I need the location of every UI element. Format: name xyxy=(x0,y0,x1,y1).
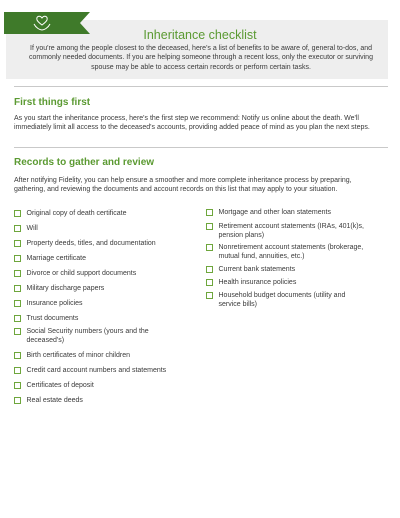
checkbox-empty-icon[interactable] xyxy=(14,397,21,404)
checkbox-empty-icon[interactable] xyxy=(14,315,21,322)
checklist-item[interactable]: Marriage certificate xyxy=(14,254,194,263)
checklist-item[interactable]: Social Security numbers (yours and the deceased's) xyxy=(14,327,164,345)
page-title: Inheritance checklist xyxy=(143,28,257,42)
first-things-heading: First things first xyxy=(14,97,91,108)
checklist-item[interactable]: Birth certificates of minor children xyxy=(14,351,194,360)
checklist-item[interactable]: Credit card account numbers and statements xyxy=(14,366,199,375)
checklist-item[interactable]: Health insurance policies xyxy=(206,278,386,287)
checkbox-empty-icon[interactable] xyxy=(14,328,21,335)
checklist-item[interactable]: Property deeds, titles, and documentation xyxy=(14,239,194,248)
checklist-item[interactable]: Current bank statements xyxy=(206,265,386,274)
checklist-item[interactable]: Original copy of death certificate xyxy=(14,209,194,218)
header-intro: If you're among the people closest to the deceased, here's a list of benefits to be aware of, general to-dos, and commonly needed documents. If you are helping someone through a recent loss, only the executor or surviving spouse may be able to access certain records or perform certain tasks. xyxy=(29,45,373,71)
checkbox-empty-icon[interactable] xyxy=(14,300,21,307)
checklist-item[interactable]: Military discharge papers xyxy=(14,284,194,293)
first-things-body: As you start the inheritance process, here's the first step we recommend: Notify us online about the death. We'll immediately limit all access to the deceased's accounts, providing added peace of mind as you plan the next steps. xyxy=(14,115,370,132)
records-body: After notifying Fidelity, you can help ensure a smoother and more complete inheritance process by preparing, gathering, and reviewing the documents and account records on this list that may apply to your situation. xyxy=(14,177,352,194)
checkbox-empty-icon[interactable] xyxy=(14,382,21,389)
checkbox-empty-icon[interactable] xyxy=(14,367,21,374)
checklist-item[interactable]: Mortgage and other loan statements xyxy=(206,208,386,217)
checkbox-empty-icon[interactable] xyxy=(206,266,213,273)
checkbox-empty-icon[interactable] xyxy=(14,225,21,232)
checklist-item[interactable]: Nonretirement account statements (brokerage, mutual fund, annuities, etc.) xyxy=(206,243,384,261)
checklist-item[interactable]: Trust documents xyxy=(14,314,194,323)
divider xyxy=(14,86,388,87)
checkbox-empty-icon[interactable] xyxy=(206,209,213,216)
checkbox-empty-icon[interactable] xyxy=(14,352,21,359)
checkbox-empty-icon[interactable] xyxy=(14,210,21,217)
checkbox-empty-icon[interactable] xyxy=(206,244,213,251)
checklist-item[interactable]: Divorce or child support documents xyxy=(14,269,194,278)
divider xyxy=(14,147,388,148)
checklist-item[interactable]: Retirement account statements (IRAs, 401(k)s, pension plans) xyxy=(206,222,378,240)
checkbox-empty-icon[interactable] xyxy=(206,223,213,230)
checkbox-empty-icon[interactable] xyxy=(14,285,21,292)
checkbox-empty-icon[interactable] xyxy=(206,279,213,286)
checklist-item[interactable]: Household budget documents (utility and service bills) xyxy=(206,291,366,309)
checklist-item[interactable]: Certificates of deposit xyxy=(14,381,194,390)
checkbox-empty-icon[interactable] xyxy=(14,270,21,277)
checklist-item[interactable]: Will xyxy=(14,224,194,233)
checklist-item[interactable]: Insurance policies xyxy=(14,299,194,308)
checkbox-empty-icon[interactable] xyxy=(14,240,21,247)
checklist-item[interactable]: Real estate deeds xyxy=(14,396,194,405)
checkbox-empty-icon[interactable] xyxy=(206,292,213,299)
checkbox-empty-icon[interactable] xyxy=(14,255,21,262)
records-heading: Records to gather and review xyxy=(14,157,155,168)
